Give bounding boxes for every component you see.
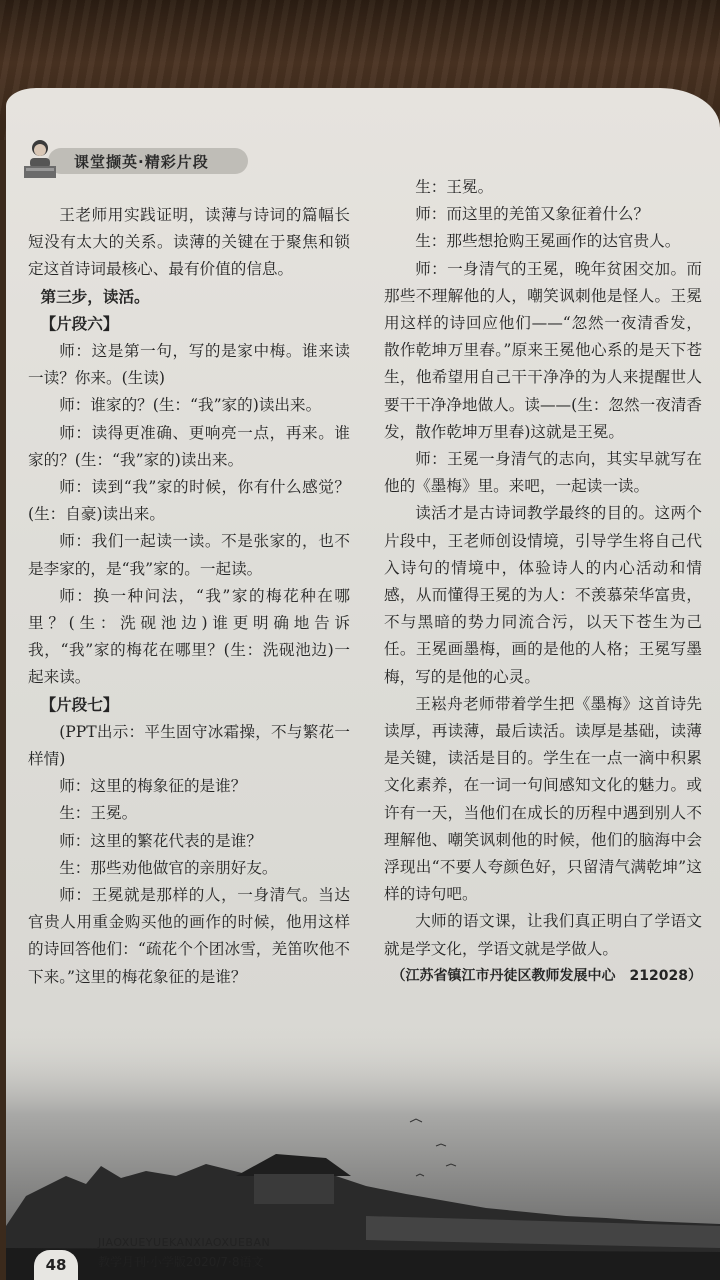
paragraph: 师：这里的梅象征的是谁？ [59,777,247,796]
paragraph: 生：那些想抢购王冕画作的达官贵人。 [415,232,681,251]
paragraph: 师：我们一起读一读。不是张家的，也不是李家的，是“我”家的。一起读。 [28,532,350,578]
paragraph: 读活才是古诗词教学最终的目的。这两个片段中，王老师创设情境，引导学生将自己代入诗句的情境中，体验诗人的内心活动和情感，从而懂得王冕的为人：不羡慕荣华富贵，不与黑暗的势力同流合污，以天下苍生为己任。王冕画墨梅，画的是他的人格；王冕写墨梅，写的是他的心灵。 [384,504,702,686]
paragraph: 师：而这里的羌笛又象征着什么？ [415,205,650,224]
left-text-column [28,202,350,991]
paragraph: 师：这里的繁花代表的是谁？ [59,831,262,850]
paragraph: 师：一身清气的王冕，晚年贫困交加。而那些不理解他的人，嘲笑讽刺他是怪人。王冕用这样的诗回应他们——“忽然一夜清香发，散作乾坤万里春。”原来王冕他心系的是天下苍生，他希望用自己干干净净的为人来提醒世人要干干净净地做人。读——(生：忽然一夜清香发，散作乾坤万里春)这就是王冕。 [384,259,702,441]
paragraph: 生：那些劝他做官的亲朋好友。 [59,858,278,877]
paragraph: 生：王冕。 [59,804,138,823]
page-number: 48 [34,1250,78,1280]
right-text-column [384,174,702,990]
paragraph: 师：读到“我”家的时候，你有什么感觉？(生：自豪)读出来。 [28,478,350,524]
journal-title: 教学月刊·小学版2020/7·8语文 [98,1255,264,1269]
paragraph: 师：读得更准确、更响亮一点，再来。谁家的？(生：“我”家的)读出来。 [28,423,350,469]
section-title: 课堂撷英·精彩片段 [74,153,209,171]
paragraph: 师：换一种问法，“我”家的梅花种在哪里？(生：洗砚池边)谁更明确地告诉我，“我”家的梅花在哪里？(生：洗砚池边)一起来读。 [28,586,350,687]
paragraph: 师：王冕就是那样的人，一身清气。当达官贵人用重金购买他的画作的时候，他用这样的诗回答他们：“疏花个个团冰雪，羌笛吹他不下来。”这里的梅花象征的是谁？ [28,886,350,986]
section-header [18,136,258,178]
section-heading: 【片段七】 [40,695,119,714]
paragraph: 大师的语文课，让我们真正明白了学语文就是学文化，学语文就是学做人。 [384,912,702,958]
magazine-page [6,88,720,1280]
author-affiliation: （江苏省镇江市丹徒区教师发展中心 212028） [391,967,702,984]
section-heading: 【片段六】 [40,314,119,333]
journal-pinyin: JIAOXUEYUEKANXIAOXUEBAN [98,1236,271,1249]
paragraph: 王崧舟老师带着学生把《墨梅》这首诗先读厚，再读薄，最后读活。读厚是基础，读薄是关键，读活是目的。学生在一点一滴中积累文化素养，在一词一句间感知文化的魅力。或许有一天，当他们在成长的历程中遇到别人不理解他、嘲笑讽刺他的时候，他们的脑海中会浮现出“不要人夸颜色好，只留清气满乾坤”这样的诗句吧。 [384,694,702,904]
paragraph: 生：王冕。 [415,178,494,196]
teacher-at-desk-icon [18,136,62,180]
section-heading: 第三步，读活。 [40,287,150,306]
paragraph: 王老师用实践证明，读薄与诗词的篇幅长短没有太大的关系。读薄的关键在于聚焦和锁定这首诗词最核心、最有价值的信息。 [28,206,350,279]
paragraph: 师：这是第一句，写的是家中梅。谁来读一读？你来。(生读) [28,342,350,388]
paragraph: 师：王冕一身清气的志向，其实早就写在他的《墨梅》里。来吧，一起读一读。 [384,450,702,496]
paragraph: (PPT出示：平生固守冰霜操，不与繁花一样情) [28,722,350,769]
paragraph: 师：谁家的？(生：“我”家的)读出来。 [59,396,322,415]
